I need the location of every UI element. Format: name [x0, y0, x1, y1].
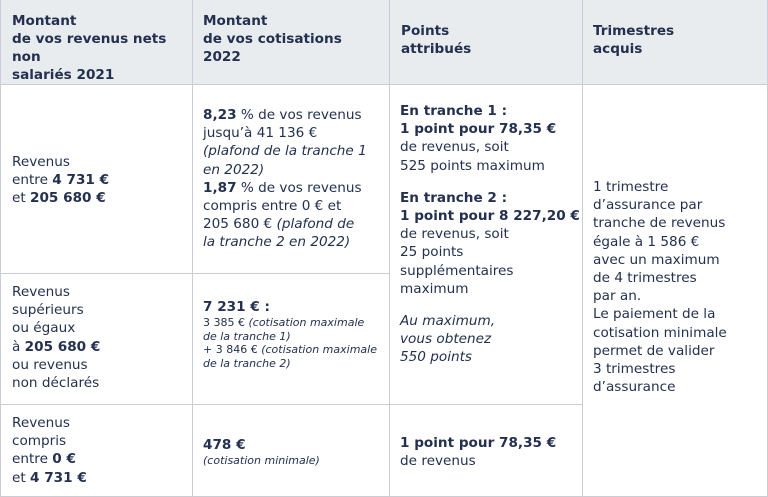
text-line: égale à 1 586 €: [593, 233, 700, 250]
header-line: Montant: [203, 13, 268, 29]
note-line: [203, 454, 387, 468]
amount-bold: 0 €: [52, 451, 76, 468]
text-line: [12, 189, 187, 207]
note-italic: (plafond de la tranche 1: [203, 143, 367, 160]
detail-line: [203, 357, 387, 371]
text-line: [12, 338, 187, 356]
header-line: salariés 2021: [12, 67, 115, 83]
text-line: de revenus, soit: [400, 226, 509, 243]
grid-line: [192, 0, 193, 497]
detail-line: [203, 330, 387, 344]
header-line: Montant: [12, 13, 77, 29]
tranche1-title: [400, 102, 580, 120]
header-col-cotisations: [193, 0, 389, 84]
header-line: Trimestres: [593, 23, 675, 39]
header-line: acquis: [593, 41, 643, 57]
note-line: [203, 161, 387, 179]
note-line: [203, 142, 387, 160]
detail-line: [203, 316, 387, 330]
rule-line: [400, 434, 580, 452]
row1-revenue-cell: [12, 153, 187, 208]
grid-line: [389, 0, 390, 497]
text-line: cotisation minimale: [593, 324, 727, 341]
detail-line: [203, 343, 387, 357]
text-part: entre: [12, 451, 53, 468]
note-italic: de la tranche 2): [203, 356, 291, 370]
text-line: tranche de revenus: [593, 215, 726, 232]
rule-bold: 1 point pour 78,35 €: [400, 121, 557, 138]
text-line: [12, 469, 187, 487]
note-italic: la tranche 2 en 2022): [203, 234, 351, 251]
amount-bold: 4 731 €: [52, 172, 110, 189]
text-line: avec un maximum: [593, 251, 720, 268]
row2-revenue-cell: [12, 283, 187, 392]
note-italic: Au maximum,: [400, 313, 496, 330]
row3-revenue-cell: [12, 414, 187, 487]
note-italic: 550 points: [400, 349, 473, 366]
header-line: 2022: [203, 49, 241, 65]
text-line: 3 trimestres: [593, 361, 676, 378]
amount-line: [203, 298, 387, 316]
text-line: ou égaux: [12, 320, 76, 337]
text-line: non déclarés: [12, 375, 100, 392]
amount-bold: 478 €: [203, 437, 246, 453]
note-line: [400, 330, 580, 348]
text-line: 525 points maximum: [400, 157, 545, 174]
text-line: de revenus, soit: [400, 139, 509, 156]
amount-bold: 205 680 €: [24, 338, 101, 355]
text-line: de 4 trimestres: [593, 270, 697, 287]
header-line: attribués: [401, 41, 472, 57]
header-col-trimestres: [583, 0, 768, 84]
note-italic: (plafond de: [276, 216, 355, 233]
grid-line: [0, 404, 582, 405]
text-line: compris: [12, 433, 67, 450]
text-line: [12, 450, 187, 468]
text-line: permet de valider: [593, 342, 715, 359]
grid-line: [0, 0, 1, 497]
amount-line: [203, 436, 387, 454]
grid-line: [0, 273, 389, 274]
header-line: de vos revenus nets non: [12, 31, 167, 65]
rate-bold: 1,87: [203, 179, 237, 196]
note-line: [203, 233, 387, 251]
text-line: [12, 171, 187, 189]
text-line: Revenus: [12, 284, 70, 300]
tranche1-rule: [400, 120, 580, 138]
note-italic: (cotisation maximale: [261, 343, 377, 357]
text-part: et: [12, 469, 31, 486]
text-line: [203, 215, 387, 233]
tranche2-title: [400, 189, 580, 207]
amount-bold: 7 231 € :: [203, 299, 270, 315]
text-line: Le paiement de la: [593, 306, 716, 323]
text-part: et: [12, 190, 31, 207]
text-line: Revenus: [12, 415, 70, 431]
header-line: de vos cotisations: [203, 31, 342, 47]
text-line: de revenus: [400, 453, 476, 470]
header-col-points: [390, 0, 582, 84]
row2-cotisation-cell: [203, 298, 387, 370]
text-part: + 3 846 €: [203, 343, 262, 357]
grid-line: [0, 84, 768, 85]
grid-line: [582, 0, 583, 497]
text-part: % de vos revenus: [236, 107, 362, 123]
header-col-revenus: [0, 0, 192, 84]
text-line: par an.: [593, 288, 642, 305]
row3-points-cell: [400, 434, 580, 470]
note-italic: (cotisation minimale): [203, 454, 320, 468]
tranche2-rule: [400, 207, 580, 225]
amount-bold: 4 731 €: [30, 469, 87, 486]
text-line: supérieurs: [12, 302, 84, 319]
text-part: entre: [12, 172, 53, 189]
text-line: d’assurance par: [593, 197, 703, 214]
note-line: [400, 312, 580, 330]
row3-cotisation-cell: [203, 436, 387, 468]
note-italic: (cotisation maximale: [248, 316, 365, 330]
points-tranches-cell: [400, 102, 580, 367]
trimestres-cell: [593, 178, 763, 396]
note-italic: en 2022): [203, 161, 265, 178]
text-line: compris entre 0 € et: [203, 198, 342, 215]
text-part: 3 385 €: [203, 316, 249, 330]
note-italic: de la tranche 1): [203, 329, 291, 343]
text-part: % de vos revenus: [236, 179, 362, 196]
text-line: 25 points: [400, 244, 464, 261]
text-line: 1 trimestre: [593, 179, 669, 195]
text-line: [203, 106, 387, 124]
note-italic: vous obtenez: [400, 331, 492, 348]
header-line: Points: [401, 23, 450, 39]
rule-bold: 1 point pour 78,35 €: [400, 435, 557, 451]
text-line: supplémentaires: [400, 262, 514, 279]
rule-bold: 1 point pour 8 227,20 €: [400, 208, 580, 225]
text-line: d’assurance: [593, 379, 676, 396]
text-line: [203, 179, 387, 197]
title-bold: En tranche 2 :: [400, 189, 508, 206]
text-part: à: [12, 338, 25, 355]
title-bold: En tranche 1 :: [400, 103, 508, 119]
text-part: 205 680 €: [203, 216, 277, 233]
note-line: [400, 348, 580, 366]
rate-bold: 8,23: [203, 107, 237, 123]
text-line: maximum: [400, 280, 469, 297]
text-line: jusqu’à 41 136 €: [203, 125, 318, 142]
text-line: Revenus: [12, 154, 70, 170]
text-line: ou revenus: [12, 356, 88, 373]
amount-bold: 205 680 €: [30, 190, 106, 207]
row1-cotisation-cell: [203, 106, 387, 252]
